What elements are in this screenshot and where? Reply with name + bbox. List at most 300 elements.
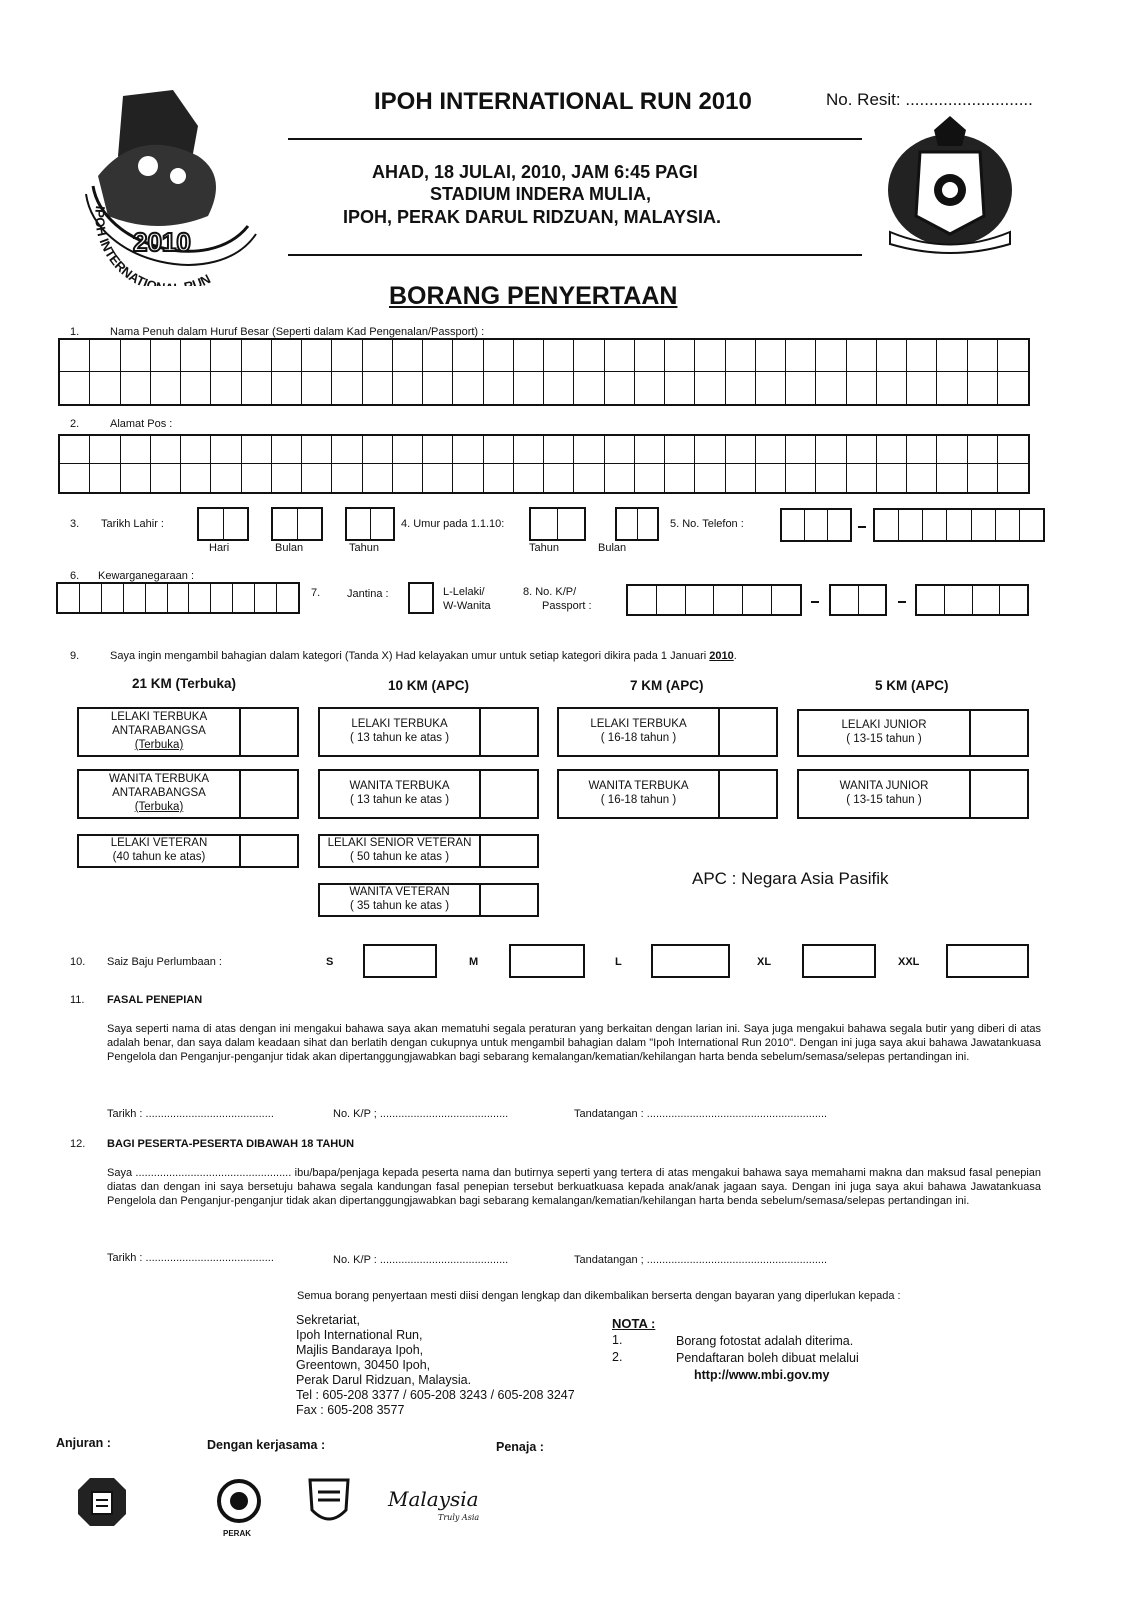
char-cell[interactable] bbox=[968, 464, 998, 492]
checkbox[interactable] bbox=[969, 771, 1027, 817]
address-line: Sekretariat, bbox=[296, 1313, 360, 1327]
char-cell[interactable] bbox=[151, 436, 181, 464]
logo-year: 2010 bbox=[133, 227, 191, 257]
size-xxl-checkbox[interactable] bbox=[946, 944, 1029, 978]
category-7km-women-open[interactable] bbox=[557, 769, 778, 819]
category-5km-heading: 5 KM (APC) bbox=[875, 678, 949, 693]
registration-url[interactable]: http://www.mbi.gov.my bbox=[694, 1368, 830, 1382]
size-s-label: S bbox=[326, 956, 334, 968]
size-m-checkbox[interactable] bbox=[509, 944, 585, 978]
cat-line: LELAKI JUNIOR bbox=[841, 719, 927, 732]
char-cell[interactable] bbox=[181, 464, 211, 492]
address-line: Majlis Bandaraya Ipoh, bbox=[296, 1343, 424, 1357]
char-cell[interactable] bbox=[514, 372, 544, 404]
category-10km-women-veteran[interactable] bbox=[318, 883, 539, 917]
address-line: Perak Darul Ridzuan, Malaysia. bbox=[296, 1373, 472, 1387]
char-cell[interactable] bbox=[80, 584, 102, 612]
cat-line: LELAKI TERBUKA bbox=[351, 718, 448, 731]
char-cell[interactable] bbox=[877, 436, 907, 464]
char-cell[interactable] bbox=[484, 372, 514, 404]
cat-line: ( 13-15 tahun ) bbox=[846, 794, 922, 806]
organizer-label: Anjuran : bbox=[56, 1436, 111, 1450]
submission-notice: Semua borang penyertaan mesti diisi dengan lengkap dan dikembalikan berserta dengan bayaran yang diperlukan kepada : bbox=[297, 1290, 901, 1302]
cat-line: ANTARABANGSA bbox=[112, 787, 206, 800]
char-cell[interactable] bbox=[242, 436, 272, 464]
address-fax: Fax : 605-208 3577 bbox=[296, 1403, 405, 1417]
checkbox[interactable] bbox=[479, 885, 537, 915]
nota-2: Pendaftaran boleh dibuat melalui bbox=[676, 1351, 859, 1365]
char-cell[interactable] bbox=[635, 436, 665, 464]
category-5km-boys-junior[interactable] bbox=[797, 709, 1029, 757]
receipt-number-field[interactable]: No. Resit: ........................... bbox=[826, 90, 1033, 109]
char-cell[interactable] bbox=[121, 372, 151, 404]
secretariat-address bbox=[296, 1313, 575, 1418]
address-input-grid[interactable] bbox=[58, 434, 1030, 494]
size-s-checkbox[interactable] bbox=[363, 944, 437, 978]
logo-arc-text: IPOH INTERNATIO UN bbox=[92, 205, 213, 286]
char-cell[interactable] bbox=[60, 464, 90, 492]
char-cell[interactable] bbox=[638, 509, 658, 539]
char-cell[interactable] bbox=[1020, 510, 1043, 540]
char-cell[interactable] bbox=[371, 509, 394, 539]
sports-council-logo-icon bbox=[306, 1474, 352, 1530]
size-xl-checkbox[interactable] bbox=[802, 944, 876, 978]
address-tel: Tel : 605-208 3377 / 605-208 3243 / 605-208 3247 bbox=[296, 1388, 575, 1402]
checkbox[interactable] bbox=[718, 709, 776, 755]
nota-1-number: 1. bbox=[612, 1333, 623, 1347]
event-venue: STADIUM INDERA MULIA, bbox=[430, 184, 651, 204]
cat-line: ( 50 tahun ke atas ) bbox=[349, 851, 450, 863]
age-year-caption: Tahun bbox=[529, 542, 559, 554]
char-cell[interactable] bbox=[877, 340, 907, 372]
mbi-crest-icon bbox=[70, 1470, 134, 1534]
age-month-caption: Bulan bbox=[598, 542, 627, 554]
char-cell[interactable] bbox=[531, 509, 558, 539]
cat-line: ( 16-18 tahun ) bbox=[600, 732, 677, 744]
char-cell[interactable] bbox=[302, 464, 332, 492]
q9-end: . bbox=[733, 650, 737, 662]
char-cell[interactable] bbox=[189, 584, 211, 612]
char-cell[interactable] bbox=[695, 464, 725, 492]
char-cell[interactable] bbox=[211, 340, 241, 372]
cat-line: ( 13 tahun ke atas ) bbox=[349, 794, 450, 806]
char-cell[interactable] bbox=[996, 510, 1020, 540]
category-10km-women-open[interactable] bbox=[318, 769, 539, 819]
checkbox[interactable] bbox=[479, 836, 537, 866]
char-cell[interactable] bbox=[514, 464, 544, 492]
char-cell[interactable] bbox=[605, 340, 635, 372]
waiver-title: FASAL PENEPIAN bbox=[107, 994, 203, 1006]
q9-instruction bbox=[110, 650, 737, 662]
name-input-grid[interactable] bbox=[58, 338, 1030, 406]
address-line: Greentown, 30450 Ipoh, bbox=[296, 1358, 431, 1372]
char-cell[interactable] bbox=[332, 436, 362, 464]
char-cell[interactable] bbox=[393, 464, 423, 492]
char-cell[interactable] bbox=[211, 584, 233, 612]
char-cell[interactable] bbox=[923, 510, 947, 540]
size-m-label: M bbox=[469, 956, 479, 968]
char-cell[interactable] bbox=[907, 340, 937, 372]
phone-number-input[interactable] bbox=[873, 508, 1045, 542]
patron-label: Penaja : bbox=[496, 1440, 544, 1454]
cooperation-label: Dengan kerjasama : bbox=[207, 1438, 326, 1452]
char-cell[interactable] bbox=[972, 510, 996, 540]
q5-label: 5. No. Telefon : bbox=[670, 518, 744, 530]
char-cell[interactable] bbox=[302, 340, 332, 372]
char-cell[interactable] bbox=[805, 510, 828, 540]
char-cell[interactable] bbox=[831, 586, 859, 614]
cat-line: WANITA TERBUKA bbox=[108, 773, 210, 786]
char-cell[interactable] bbox=[90, 436, 120, 464]
char-cell[interactable] bbox=[453, 340, 483, 372]
address-line: Ipoh International Run, bbox=[296, 1328, 423, 1342]
checkbox[interactable] bbox=[239, 836, 297, 866]
char-cell[interactable] bbox=[181, 340, 211, 372]
char-cell[interactable] bbox=[847, 436, 877, 464]
char-cell[interactable] bbox=[151, 340, 181, 372]
char-cell[interactable] bbox=[332, 464, 362, 492]
char-cell[interactable] bbox=[907, 464, 937, 492]
char-cell[interactable] bbox=[393, 436, 423, 464]
char-cell[interactable] bbox=[574, 372, 604, 404]
char-cell[interactable] bbox=[393, 372, 423, 404]
cat-line: ( 13 tahun ke atas ) bbox=[349, 732, 450, 744]
char-cell[interactable] bbox=[302, 436, 332, 464]
waiver-text: Saya seperti nama di atas dengan ini mengakui bahawa saya akan mematuhi segala peraturan yang berkaitan dengan larian ini. Saya juga mengakui bahawa segala butir yang diberi di atas adalah benar, dan saya dalam keadaan sihat dan berlatih dengan cukupnya untuk mengambil bahagian dalam "Ipoh International Run 2010". Dengan ini juga saya akui bahawa Jawatankuasa Pengelola dan Penganjur-penganjur tidak akan dipertanggungjawabkan bagi sebarang kemalangan/kematian/kehilangan harta benda sebelum/semasa/selepas pertandingan ini. bbox=[107, 1023, 1041, 1063]
char-cell[interactable] bbox=[302, 372, 332, 404]
char-cell[interactable] bbox=[574, 436, 604, 464]
cat-line: WANITA TERBUKA bbox=[349, 780, 450, 793]
perak-logo-text: PERAK bbox=[223, 1529, 252, 1538]
gender-input[interactable] bbox=[408, 582, 434, 614]
char-cell[interactable] bbox=[1000, 586, 1027, 614]
ic-dash-2 bbox=[898, 601, 906, 603]
q3-label: Tarikh Lahir : bbox=[101, 518, 164, 530]
char-cell[interactable] bbox=[945, 586, 973, 614]
char-cell[interactable] bbox=[58, 584, 80, 612]
char-cell[interactable] bbox=[973, 586, 1001, 614]
char-cell[interactable] bbox=[453, 464, 483, 492]
perak-crest-icon bbox=[870, 112, 1030, 260]
char-cell[interactable] bbox=[907, 436, 937, 464]
waiver-signature-field[interactable]: Tandatangan : ........................................................... bbox=[574, 1108, 828, 1120]
char-cell[interactable] bbox=[847, 372, 877, 404]
char-cell[interactable] bbox=[726, 464, 756, 492]
char-cell[interactable] bbox=[726, 436, 756, 464]
char-cell[interactable] bbox=[423, 372, 453, 404]
char-cell[interactable] bbox=[998, 464, 1028, 492]
cat-line: (Terbuka) bbox=[134, 800, 184, 813]
char-cell[interactable] bbox=[665, 436, 695, 464]
dob-month-caption: Bulan bbox=[275, 542, 304, 554]
char-cell[interactable] bbox=[332, 340, 362, 372]
category-21km-women-open[interactable] bbox=[77, 769, 299, 819]
char-cell[interactable] bbox=[786, 436, 816, 464]
malaysia-logo-text: Malaysia bbox=[388, 1487, 479, 1511]
char-cell[interactable] bbox=[423, 436, 453, 464]
char-cell[interactable] bbox=[211, 436, 241, 464]
size-xl-label: XL bbox=[757, 956, 772, 968]
char-cell[interactable] bbox=[756, 436, 786, 464]
char-cell[interactable] bbox=[605, 372, 635, 404]
char-cell[interactable] bbox=[363, 340, 393, 372]
gender-option-female: W-Wanita bbox=[443, 600, 491, 612]
nota-title: NOTA : bbox=[612, 1316, 656, 1331]
cat-line: ( 35 tahun ke atas ) bbox=[349, 900, 450, 912]
minor-date-field[interactable]: Tarikh : .......................................... bbox=[107, 1252, 274, 1264]
dob-month-input[interactable] bbox=[271, 507, 323, 541]
char-cell[interactable] bbox=[816, 340, 846, 372]
char-cell[interactable] bbox=[90, 464, 120, 492]
char-cell[interactable] bbox=[224, 509, 248, 539]
char-cell[interactable] bbox=[233, 584, 255, 612]
dob-year-caption: Tahun bbox=[349, 542, 379, 554]
age-year-input[interactable] bbox=[529, 507, 586, 541]
char-cell[interactable] bbox=[277, 584, 298, 612]
char-cell[interactable] bbox=[272, 372, 302, 404]
category-7km-men-open[interactable] bbox=[557, 707, 778, 757]
char-cell[interactable] bbox=[786, 340, 816, 372]
char-cell[interactable] bbox=[514, 436, 544, 464]
minor-consent-text: Saya ................................................... ibu/bapa/penjaga kepada peserta nama dan butirnya seperti yang tertera di atas mengakui bahawa saya memahami makna dan maksud fasal penepian diatas dan dengan ini saya bersetuju bahawa segala kandungan fasal penepian tersebut berkuatkuasa kepada anak/anak jagaan saya. Dengan ini juga saya akui bahawa Jawatankuasa Pengelola dan Penganjur-penganjur tidak akan dipertanggungjawabkan bagi sebarang kemalangan/kematian/kehilangan harta benda sebelum/semasa/selepas pertandingan ini. bbox=[107, 1167, 1041, 1207]
char-cell[interactable] bbox=[181, 372, 211, 404]
truly-asia-text: Truly Asia bbox=[438, 1513, 480, 1522]
char-cell[interactable] bbox=[60, 340, 90, 372]
char-cell[interactable] bbox=[665, 464, 695, 492]
char-cell[interactable] bbox=[242, 464, 272, 492]
char-cell[interactable] bbox=[877, 464, 907, 492]
category-10km-men-open[interactable] bbox=[318, 707, 539, 757]
char-cell[interactable] bbox=[756, 340, 786, 372]
q3-number: 3. bbox=[70, 518, 80, 530]
char-cell[interactable] bbox=[453, 436, 483, 464]
char-cell[interactable] bbox=[782, 510, 805, 540]
checkbox[interactable] bbox=[479, 709, 537, 755]
char-cell[interactable] bbox=[816, 436, 846, 464]
char-cell[interactable] bbox=[847, 464, 877, 492]
category-5km-girls-junior[interactable] bbox=[797, 769, 1029, 819]
dob-year-input[interactable] bbox=[345, 507, 395, 541]
cat-line: LELAKI SENIOR VETERAN bbox=[327, 837, 472, 850]
char-cell[interactable] bbox=[605, 436, 635, 464]
char-cell[interactable] bbox=[544, 436, 574, 464]
char-cell[interactable] bbox=[181, 436, 211, 464]
char-cell[interactable] bbox=[877, 372, 907, 404]
category-10km-heading: 10 KM (APC) bbox=[388, 678, 470, 693]
char-cell[interactable] bbox=[605, 464, 635, 492]
checkbox[interactable] bbox=[479, 771, 537, 817]
size-l-checkbox[interactable] bbox=[651, 944, 730, 978]
char-cell[interactable] bbox=[786, 464, 816, 492]
char-cell[interactable] bbox=[968, 340, 998, 372]
char-cell[interactable] bbox=[151, 372, 181, 404]
perak-state-logo-icon bbox=[214, 1476, 264, 1540]
nota-1: Borang fotostat adalah diterima. bbox=[676, 1334, 854, 1348]
minor-signature-field[interactable]: Tandatangan ; ........................................................... bbox=[574, 1254, 828, 1266]
char-cell[interactable] bbox=[786, 372, 816, 404]
char-cell[interactable] bbox=[998, 372, 1028, 404]
checkbox[interactable] bbox=[718, 771, 776, 817]
char-cell[interactable] bbox=[453, 372, 483, 404]
char-cell[interactable] bbox=[423, 340, 453, 372]
char-cell[interactable] bbox=[726, 372, 756, 404]
checkbox[interactable] bbox=[969, 711, 1027, 755]
char-cell[interactable] bbox=[695, 372, 725, 404]
category-7km-heading: 7 KM (APC) bbox=[630, 678, 704, 693]
char-cell[interactable] bbox=[298, 509, 322, 539]
char-cell[interactable] bbox=[998, 436, 1028, 464]
header-rule-bottom bbox=[288, 254, 862, 256]
q2-number: 2. bbox=[70, 418, 80, 430]
char-cell[interactable] bbox=[393, 340, 423, 372]
char-cell[interactable] bbox=[756, 464, 786, 492]
char-cell[interactable] bbox=[90, 340, 120, 372]
char-cell[interactable] bbox=[937, 436, 967, 464]
char-cell[interactable] bbox=[828, 510, 850, 540]
ic-dash-1 bbox=[811, 601, 819, 603]
char-cell[interactable] bbox=[937, 464, 967, 492]
char-cell[interactable] bbox=[199, 509, 224, 539]
header-rule-top bbox=[288, 138, 862, 140]
minor-ic-field[interactable]: No. K/P : .......................................... bbox=[333, 1254, 509, 1266]
char-cell[interactable] bbox=[273, 509, 298, 539]
char-cell[interactable] bbox=[937, 372, 967, 404]
char-cell[interactable] bbox=[657, 586, 686, 614]
char-cell[interactable] bbox=[121, 436, 151, 464]
char-cell[interactable] bbox=[211, 464, 241, 492]
dob-day-caption: Hari bbox=[209, 542, 230, 554]
char-cell[interactable] bbox=[272, 464, 302, 492]
apc-note: APC : Negara Asia Pasifik bbox=[692, 869, 889, 888]
char-cell[interactable] bbox=[847, 340, 877, 372]
char-cell[interactable] bbox=[102, 584, 124, 612]
char-cell[interactable] bbox=[947, 510, 971, 540]
event-logo bbox=[78, 86, 258, 286]
char-cell[interactable] bbox=[907, 372, 937, 404]
char-cell[interactable] bbox=[635, 464, 665, 492]
q9-year: 2010 bbox=[709, 650, 734, 662]
char-cell[interactable] bbox=[917, 586, 945, 614]
cat-line: ( 16-18 tahun ) bbox=[600, 794, 677, 806]
char-cell[interactable] bbox=[255, 584, 277, 612]
dob-day-input[interactable] bbox=[197, 507, 249, 541]
ic-part1-input[interactable] bbox=[626, 584, 802, 616]
char-cell[interactable] bbox=[686, 586, 715, 614]
char-cell[interactable] bbox=[124, 584, 146, 612]
char-cell[interactable] bbox=[272, 436, 302, 464]
nationality-input[interactable] bbox=[56, 582, 300, 614]
char-cell[interactable] bbox=[544, 340, 574, 372]
char-cell[interactable] bbox=[272, 340, 302, 372]
char-cell[interactable] bbox=[544, 372, 574, 404]
char-cell[interactable] bbox=[332, 372, 362, 404]
char-cell[interactable] bbox=[998, 340, 1028, 372]
char-cell[interactable] bbox=[60, 436, 90, 464]
char-cell[interactable] bbox=[968, 436, 998, 464]
char-cell[interactable] bbox=[743, 586, 772, 614]
char-cell[interactable] bbox=[151, 464, 181, 492]
char-cell[interactable] bbox=[423, 464, 453, 492]
ic-part2-input[interactable] bbox=[829, 584, 887, 616]
char-cell[interactable] bbox=[635, 372, 665, 404]
cat-line: LELAKI TERBUKA bbox=[590, 718, 687, 731]
char-cell[interactable] bbox=[363, 436, 393, 464]
char-cell[interactable] bbox=[363, 464, 393, 492]
char-cell[interactable] bbox=[514, 340, 544, 372]
char-cell[interactable] bbox=[726, 340, 756, 372]
gender-option-male: L-Lelaki/ bbox=[443, 586, 485, 598]
q11-number: 11. bbox=[70, 994, 85, 1006]
cat-line: WANITA VETERAN bbox=[349, 886, 450, 899]
char-cell[interactable] bbox=[121, 464, 151, 492]
char-cell[interactable] bbox=[168, 584, 190, 612]
waiver-ic-field[interactable]: No. K/P ; .......................................... bbox=[333, 1108, 509, 1120]
char-cell[interactable] bbox=[242, 340, 272, 372]
char-cell[interactable] bbox=[756, 372, 786, 404]
char-cell[interactable] bbox=[242, 372, 272, 404]
char-cell[interactable] bbox=[363, 372, 393, 404]
char-cell[interactable] bbox=[665, 340, 695, 372]
q12-number: 12. bbox=[70, 1138, 86, 1150]
category-21km-men-veteran[interactable] bbox=[77, 834, 299, 868]
category-10km-senior-veteran[interactable] bbox=[318, 834, 539, 868]
char-cell[interactable] bbox=[574, 464, 604, 492]
checkbox[interactable] bbox=[239, 771, 297, 817]
char-cell[interactable] bbox=[347, 509, 371, 539]
char-cell[interactable] bbox=[816, 372, 846, 404]
phone-dash bbox=[858, 526, 866, 528]
size-xxl-label: XXL bbox=[898, 956, 920, 968]
char-cell[interactable] bbox=[574, 340, 604, 372]
char-cell[interactable] bbox=[695, 340, 725, 372]
ic-part3-input[interactable] bbox=[915, 584, 1029, 616]
char-cell[interactable] bbox=[968, 372, 998, 404]
char-cell[interactable] bbox=[211, 372, 241, 404]
char-cell[interactable] bbox=[714, 586, 743, 614]
char-cell[interactable] bbox=[875, 510, 899, 540]
category-21km-men-open[interactable] bbox=[77, 707, 299, 757]
size-l-label: L bbox=[615, 956, 622, 968]
q8-label: 8. No. K/P/ bbox=[523, 586, 577, 598]
char-cell[interactable] bbox=[617, 509, 638, 539]
event-location: IPOH, PERAK DARUL RIDZUAN, MALAYSIA. bbox=[343, 207, 722, 227]
char-cell[interactable] bbox=[859, 586, 886, 614]
char-cell[interactable] bbox=[121, 340, 151, 372]
char-cell[interactable] bbox=[816, 464, 846, 492]
checkbox[interactable] bbox=[239, 709, 297, 755]
char-cell[interactable] bbox=[484, 464, 514, 492]
age-month-input[interactable] bbox=[615, 507, 659, 541]
waiver-date-field[interactable]: Tarikh : .......................................... bbox=[107, 1108, 274, 1120]
char-cell[interactable] bbox=[695, 436, 725, 464]
char-cell[interactable] bbox=[635, 340, 665, 372]
phone-prefix-input[interactable] bbox=[780, 508, 852, 542]
char-cell[interactable] bbox=[628, 586, 657, 614]
char-cell[interactable] bbox=[558, 509, 584, 539]
char-cell[interactable] bbox=[772, 586, 800, 614]
char-cell[interactable] bbox=[484, 436, 514, 464]
char-cell[interactable] bbox=[665, 372, 695, 404]
cat-line: LELAKI TERBUKA bbox=[110, 711, 208, 724]
char-cell[interactable] bbox=[90, 372, 120, 404]
q9-number: 9. bbox=[70, 650, 80, 662]
char-cell[interactable] bbox=[146, 584, 168, 612]
char-cell[interactable] bbox=[899, 510, 923, 540]
char-cell[interactable] bbox=[484, 340, 514, 372]
char-cell[interactable] bbox=[937, 340, 967, 372]
char-cell[interactable] bbox=[544, 464, 574, 492]
char-cell[interactable] bbox=[60, 372, 90, 404]
